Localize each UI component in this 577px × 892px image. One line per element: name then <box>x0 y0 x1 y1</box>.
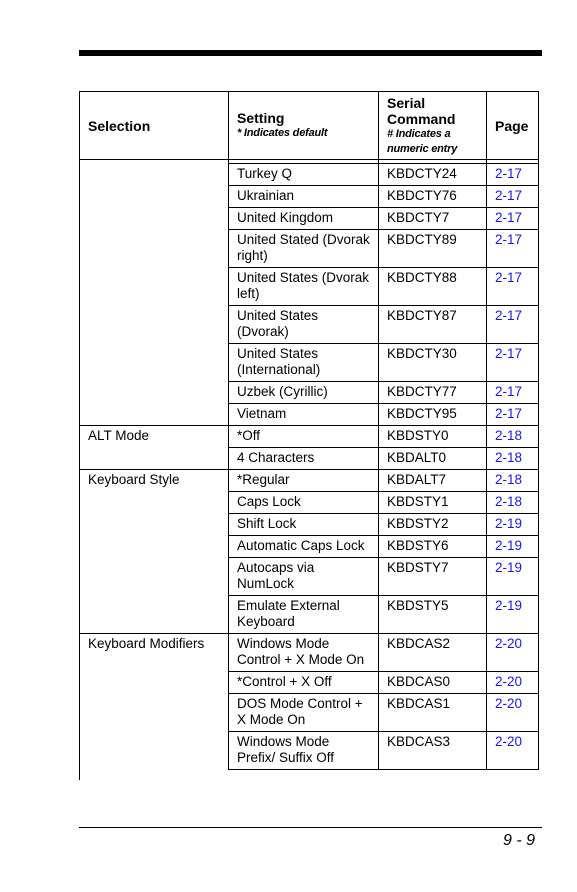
cell-setting: Emulate External Keyboard <box>229 596 379 634</box>
cell-setting: Caps Lock <box>229 492 379 514</box>
table-row <box>80 382 539 404</box>
table-row <box>80 344 539 382</box>
cell-selection <box>80 306 229 344</box>
cell-command: KBDCTY76 <box>379 186 487 208</box>
cell-page-link[interactable]: 2-18 <box>487 470 539 492</box>
header-setting-note: * Indicates default <box>237 127 328 139</box>
cell-selection <box>80 268 229 306</box>
cell-setting: Turkey Q <box>229 164 379 186</box>
cell-command: KBDCAS1 <box>379 694 487 732</box>
cell-setting: United States (Dvorak) <box>229 306 379 344</box>
cell-selection <box>80 514 229 536</box>
cell-page-link[interactable]: 2-17 <box>487 344 539 382</box>
cell-command: KBDSTY7 <box>379 558 487 596</box>
cell-command: KBDSTY6 <box>379 536 487 558</box>
cell-setting: Ukrainian <box>229 186 379 208</box>
table-row <box>80 596 539 634</box>
cell-page-link[interactable]: 2-18 <box>487 426 539 448</box>
table-row <box>80 186 539 208</box>
cell-setting: United Stated (Dvorak right) <box>229 230 379 268</box>
cell-command: KBDCTY95 <box>379 404 487 426</box>
table-row <box>80 404 539 426</box>
cell-setting: Windows Mode Control + X Mode On <box>229 634 379 672</box>
cell-command: KBDCTY7 <box>379 208 487 230</box>
table-row <box>80 164 539 186</box>
cell-setting: *Regular <box>229 470 379 492</box>
cell-command: KBDALT0 <box>379 448 487 470</box>
cell-setting: Automatic Caps Lock <box>229 536 379 558</box>
header-serial-note-line1: # Indicates a <box>387 127 451 140</box>
cell-command: KBDCTY77 <box>379 382 487 404</box>
table-row <box>80 672 539 694</box>
serial-command-table <box>79 91 539 770</box>
cell-command: KBDSTY2 <box>379 514 487 536</box>
cell-setting: Windows Mode Prefix/ Suffix Off <box>229 732 379 770</box>
cell-command: KBDSTY0 <box>379 426 487 448</box>
cell-command: KBDCAS2 <box>379 634 487 672</box>
table-body <box>80 164 539 770</box>
cell-command: KBDALT7 <box>379 470 487 492</box>
cell-selection <box>80 596 229 634</box>
cell-page-link[interactable]: 2-17 <box>487 306 539 344</box>
cell-setting: United Kingdom <box>229 208 379 230</box>
cell-command: KBDSTY1 <box>379 492 487 514</box>
table-header-row <box>80 92 539 160</box>
table-row <box>80 230 539 268</box>
cell-page-link[interactable]: 2-19 <box>487 596 539 634</box>
cell-setting: *Control + X Off <box>229 672 379 694</box>
cell-page-link[interactable]: 2-17 <box>487 268 539 306</box>
table-row <box>80 268 539 306</box>
cell-command: KBDSTY5 <box>379 596 487 634</box>
cell-setting: United States (International) <box>229 344 379 382</box>
cell-selection <box>80 672 229 694</box>
cell-page-link[interactable]: 2-17 <box>487 208 539 230</box>
cell-page-link[interactable]: 2-20 <box>487 672 539 694</box>
cell-page-link[interactable]: 2-20 <box>487 634 539 672</box>
table-row <box>80 448 539 470</box>
cell-page-link[interactable]: 2-18 <box>487 492 539 514</box>
cell-setting: United States (Dvorak left) <box>229 268 379 306</box>
cell-setting: DOS Mode Control + X Mode On <box>229 694 379 732</box>
footer-rule <box>79 827 542 828</box>
table-row <box>80 306 539 344</box>
table-row <box>80 492 539 514</box>
cell-setting: Autocaps via NumLock <box>229 558 379 596</box>
page-number: 9 - 9 <box>502 832 535 849</box>
cell-command: KBDCAS0 <box>379 672 487 694</box>
cell-page-link[interactable]: 2-17 <box>487 404 539 426</box>
cell-setting: Uzbek (Cyrillic) <box>229 382 379 404</box>
cell-selection <box>80 536 229 558</box>
cell-selection <box>80 164 229 186</box>
cell-selection: Keyboard Modifiers <box>80 634 229 672</box>
cell-selection: Keyboard Style <box>80 470 229 492</box>
cell-setting: *Off <box>229 426 379 448</box>
header-serial-command <box>379 92 487 160</box>
cell-selection <box>80 208 229 230</box>
table-row <box>80 426 539 448</box>
cell-setting: Shift Lock <box>229 514 379 536</box>
cell-page-link[interactable]: 2-17 <box>487 164 539 186</box>
cell-setting: Vietnam <box>229 404 379 426</box>
cell-command: KBDCAS3 <box>379 732 487 770</box>
table-row <box>80 208 539 230</box>
command-table-container <box>79 91 538 770</box>
cell-selection <box>80 732 229 770</box>
cell-page-link[interactable]: 2-19 <box>487 514 539 536</box>
cell-page-link[interactable]: 2-17 <box>487 382 539 404</box>
cell-selection <box>80 382 229 404</box>
selection-column-rule <box>79 770 80 780</box>
cell-command: KBDCTY88 <box>379 268 487 306</box>
cell-selection <box>80 558 229 596</box>
cell-selection <box>80 186 229 208</box>
header-rule <box>79 50 542 56</box>
cell-setting: 4 Characters <box>229 448 379 470</box>
header-setting <box>229 92 379 160</box>
cell-command: KBDCTY30 <box>379 344 487 382</box>
header-setting-label: Setting <box>237 110 285 126</box>
table-row <box>80 634 539 672</box>
cell-selection <box>80 230 229 268</box>
table-row <box>80 536 539 558</box>
table-row <box>80 732 539 770</box>
cell-selection <box>80 448 229 470</box>
cell-command: KBDCTY89 <box>379 230 487 268</box>
header-page: Page <box>487 92 539 160</box>
table-row <box>80 694 539 732</box>
header-serial-line1: Serial <box>387 94 426 111</box>
cell-page-link[interactable]: 2-19 <box>487 536 539 558</box>
cell-command: KBDCTY24 <box>379 164 487 186</box>
table-row <box>80 470 539 492</box>
cell-page-link[interactable]: 2-17 <box>487 186 539 208</box>
cell-page-link[interactable]: 2-17 <box>487 230 539 268</box>
header-serial-note-line2: numeric entry <box>387 142 458 155</box>
cell-page-link[interactable]: 2-18 <box>487 448 539 470</box>
table-row <box>80 558 539 596</box>
cell-page-link[interactable]: 2-19 <box>487 558 539 596</box>
header-serial-line2: Command <box>387 110 456 127</box>
header-selection: Selection <box>80 92 229 160</box>
cell-command: KBDCTY87 <box>379 306 487 344</box>
cell-page-link[interactable]: 2-20 <box>487 694 539 732</box>
cell-selection <box>80 404 229 426</box>
cell-selection <box>80 694 229 732</box>
cell-selection: ALT Mode <box>80 426 229 448</box>
cell-selection <box>80 344 229 382</box>
cell-selection <box>80 492 229 514</box>
table-row <box>80 514 539 536</box>
cell-page-link[interactable]: 2-20 <box>487 732 539 770</box>
